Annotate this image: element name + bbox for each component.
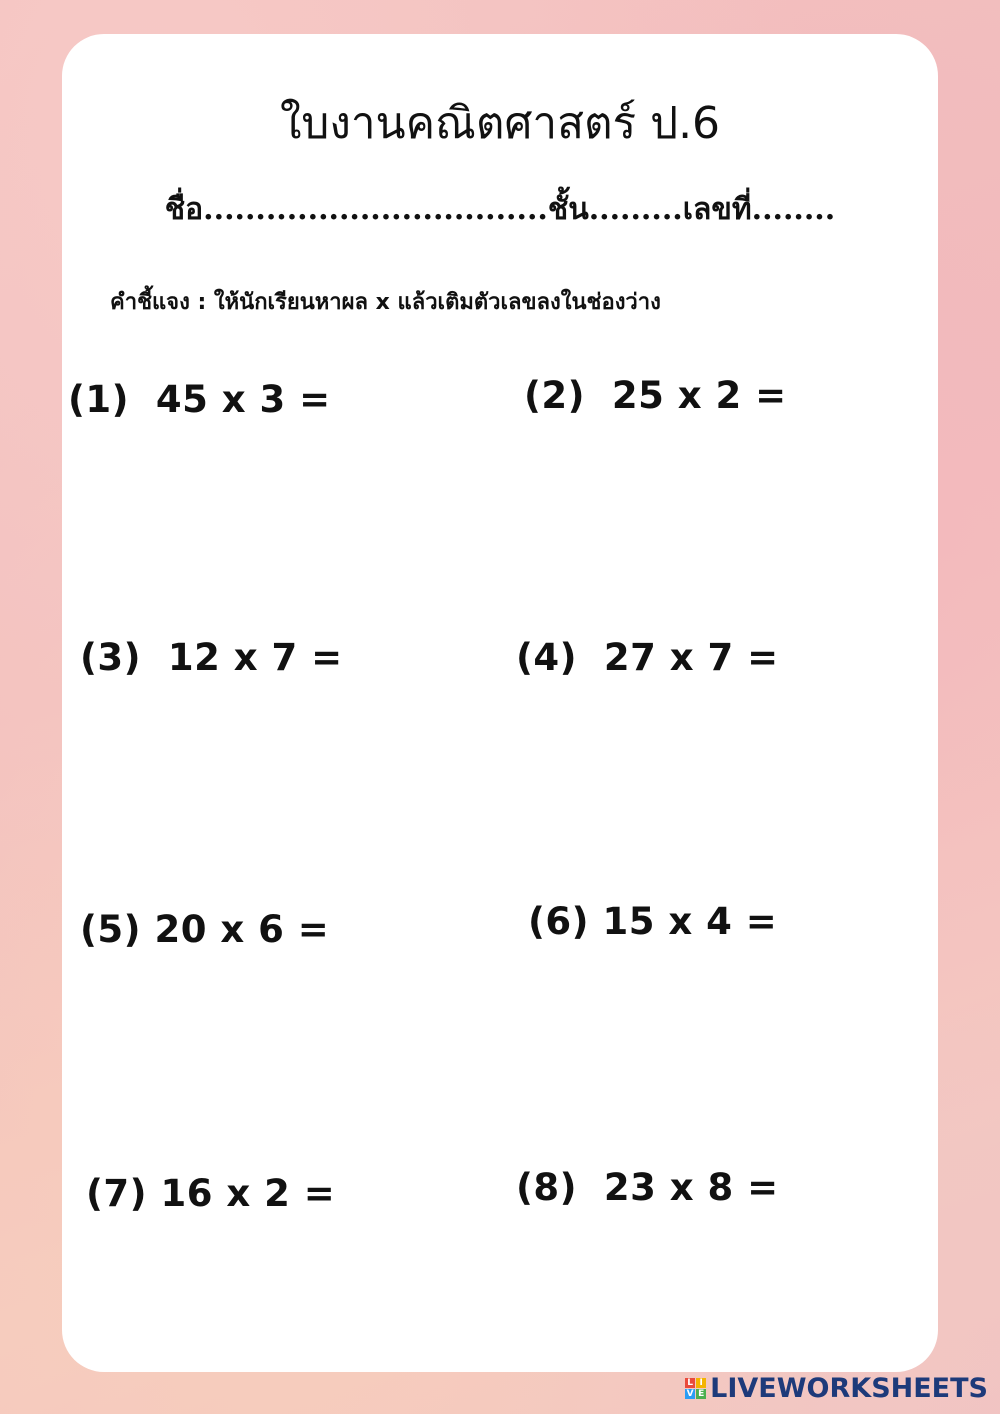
problem-6: (6) 15 x 4 = — [528, 900, 778, 943]
student-info-line: ชื่อ.................................ชั้น.........เลขที่........ — [164, 192, 836, 227]
problem-2: (2) 25 x 2 = — [524, 374, 787, 417]
problem-5: (5) 20 x 6 = — [80, 908, 330, 951]
liveworksheets-logo-icon: L I V E — [686, 1378, 705, 1399]
worksheet-title: ใบงานคณิตศาสตร์ ป.6 — [279, 98, 721, 149]
liveworksheets-watermark — [685, 1373, 988, 1404]
problem-7: (7) 16 x 2 = — [86, 1172, 336, 1215]
problem-4: (4) 27 x 7 = — [516, 636, 779, 679]
problem-1: (1) 45 x 3 = — [68, 378, 331, 421]
problem-3: (3) 12 x 7 = — [80, 636, 343, 679]
instruction-text: คำชี้แจง : ให้นักเรียนหาผล x แล้วเติมตัวเลขลงในช่องว่าง — [110, 290, 661, 315]
problem-8: (8) 23 x 8 = — [516, 1166, 779, 1209]
watermark-text: LIVEWORKSHEETS — [710, 1373, 988, 1404]
